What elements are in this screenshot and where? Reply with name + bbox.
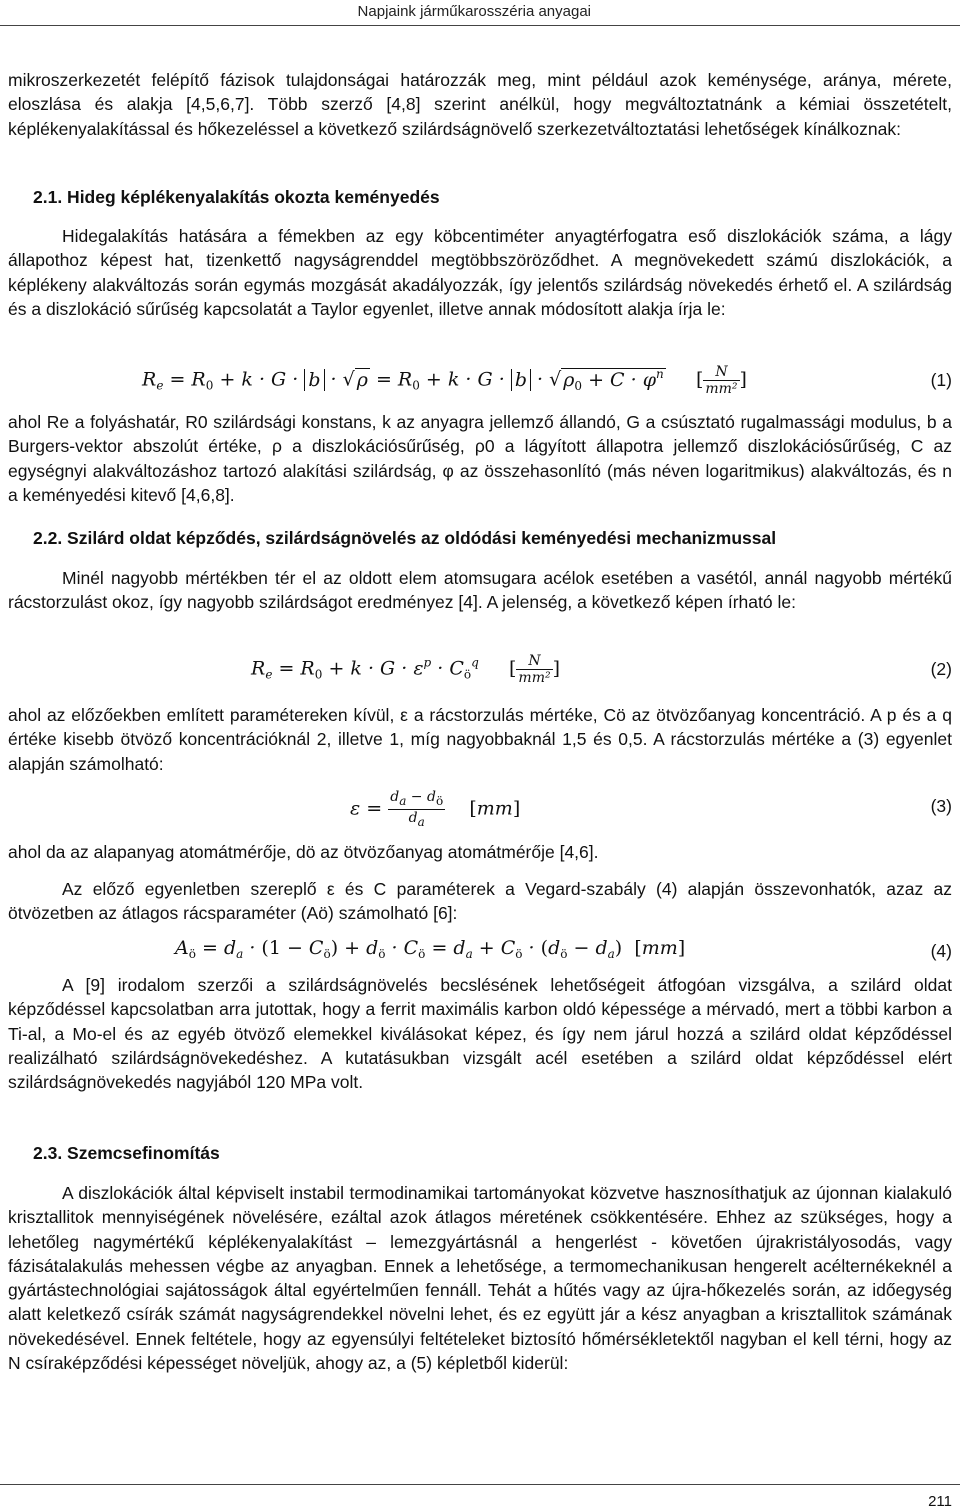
equation-4: $A_ö = d_a \cdot (1 - C_ö) + d_ö \cdot C_ö = d_a + C_ö \cdot (d_ö - d_a)$ [mm] — [175, 937, 686, 961]
equation-3: ε = $\frac{d_a - d_ö}{d_a}$ [mm] — [350, 789, 521, 829]
paragraph-intro: mikroszerkezetét felépítő fázisok tulajdonságai határozzák meg, mint például azok keménysége, aránya, mérete, eloszlása és alakja [4,5,6,7]. Több szerző [4,8] szerint anélkül, hogy megváltoztatnánk a kémiai összetételt, képlékenyalakítással és hőkezeléssel a következő szilárdságnövelő szerkezetváltoztatási lehetőségek kínálkoznak: — [8, 70, 952, 139]
footer-rule — [0, 1484, 960, 1485]
equation-2: $R_e = R_0 + k \cdot G \cdot \varepsilon^p \cdot C_ö^q$ [ $\frac{N}{\text{mm²}}$ ] — [251, 653, 561, 686]
paragraph-solid-solution — [8, 566, 952, 615]
paragraph-taylor-text: Hidegalakítás hatására a fémekben az egy köbcentiméter anyagtérfogatra eső diszlokációk száma, a lágy állapothoz képest hat, tizenkettő nagyságrenddel megtöbbszöröződhet. A megnövekedett számú diszlokációk, a képlékeny alakváltozás során egymás mozgását akadályozzák, így jelentős szilárdság növekedés érhető el. A szilárdság és a diszlokáció sűrűség kapcsolatát a Taylor egyenlet, illetve annak módosított alakja írja le: — [8, 226, 952, 319]
paragraph-vegard — [8, 877, 952, 926]
equation-4-number: (4) — [930, 941, 952, 961]
paragraph-eq2-legend: ahol az előzőekben említett paramétereken kívül, ε a rácstorzulás mértéke, Cö az ötvözőanyag koncentráció. A p és a q értéke kisebb ötvöző koncentrációknál 2, illetve 1, míg nagyobbaknál 1,5 és 0,5. A rácstorzulás mértéke a (3) egyenlet alapján számolható: — [8, 705, 952, 774]
paragraph-grain-refinement — [8, 1181, 952, 1375]
paragraph-grain-refinement-text: A diszlokációk által képviselt instabil termodinamikai tartományokat közvetve hasznosíthatjuk az újonnan kialakuló krisztallitok mennyiségének növelésére, ezáltal azok átlagos méretének csökkentésére. Ehhez az szükséges, hogy a lehetőleg nagymértékű képlékenyalakítást – lemezgyártásnál a hengerlést - követően újrakristályosodás, vagy fázisátalakulás mehessen végbe az anyagban. Ennek a lehetősége, a termomechanikusan hengerelt acélternékeknél a gyártástechnológiai sajátosságok által egyértelműen fennáll. Tehát a hűtés vagy az újra-hőkezelés során, az időegység alatt keletkező csírák számát nagyságrendekkel növelni lehet, és ez együtt jár a kész anyagban a krisztallitok számának növekedésével. Ennek feltétele, hogy az egyensúlyi feltételeket biztosító hőmérsékletektől nagyban el kell térni, hogy az N csíraképződési képességet növeljük, ahogy az, a (5) képletből kiderül: — [8, 1183, 952, 1374]
paragraph-taylor — [8, 224, 952, 321]
running-header: Napjaink járműkarosszéria anyagai — [357, 3, 591, 20]
equation-3-number: (3) — [930, 796, 952, 816]
paragraph-solid-solution-text: Minél nagyobb mértékben tér el az oldott elem atomsugara acélok esetében a vasétól, annál nagyobb mértékű rácstorzulást okoz, így nagyobb szilárdságot eredményez [4]. A jelenség, a következő képen írható le: — [8, 568, 952, 613]
paragraph-literature-text: A [9] irodalom szerzői a szilárdságnövelés becslésének lehetőségeit átfogóan vizsgálva, a szilárd oldat képződéssel kapcsolatban arra jutottak, hogy a ferrit maximális karbon oldó képessége a mérvadó, mert a többi karbon a Ti-al, a Mo-el és az egyéb ötvöző elemekkel kiválásokat képez, és így nem járul hozzá a szilárd oldat képződéssel realizálható szilárdságnövekedéshez. A kutatásukban vizsgált acél esetében a szilárd oldat képződéssel elért szilárdságnövekedés nagyjából 120 MPa volt. — [8, 975, 952, 1093]
paragraph-eq1-legend: ahol Re a folyáshatár, R0 szilárdsági konstans, k az anyagra jellemző állandó, G a csúsztató rugalmassági modulus, b a Burgers-vektor abszolút értéke, ρ a diszlokációsűrűség, ρ0 a lágyított állapotra jellemző diszlokációsűrűség, C az egységnyi alakváltozáshoz tartozó alakítási szilárdság, φ az összehasonlító (más néven logaritmikus) alakváltozás, és n a keményedési kitevő [4,6,8]. — [8, 412, 952, 505]
paragraph-literature — [8, 973, 952, 1094]
heading-2-2: 2.2. Szilárd oldat képződés, szilárdságnövelés az oldódási keményedési mechanizmussal — [33, 528, 777, 548]
equation-1: $R_e = R_0 + k \cdot G \cdot b$ · √ $\rho = R_0 + k \cdot G \cdot b$ · √ $\rho_0 + C \cdot \varphi^n$ [ $\frac{N}{\text{mm²}}$ ] — [142, 364, 747, 397]
header-rule — [0, 25, 960, 26]
heading-2-1: 2.1. Hideg képlékenyalakítás okozta keményedés — [33, 187, 440, 207]
equation-1-number: (1) — [930, 370, 952, 390]
paragraph-vegard-text: Az előző egyenletben szereplő ε és C paraméterek a Vegard-szabály (4) alapján összevonhatók, azaz az ötvözetben az átlagos rácsparaméter (Aö) számolható [6]: — [8, 879, 952, 924]
paragraph-eq3-legend: ahol da az alapanyag atomátmérője, dö az ötvözőanyag atomátmérője [4,6]. — [8, 842, 599, 862]
equation-2-number: (2) — [930, 659, 952, 679]
heading-2-3: 2.3. Szemcsefinomítás — [33, 1143, 220, 1163]
page-number: 211 — [928, 1493, 952, 1510]
